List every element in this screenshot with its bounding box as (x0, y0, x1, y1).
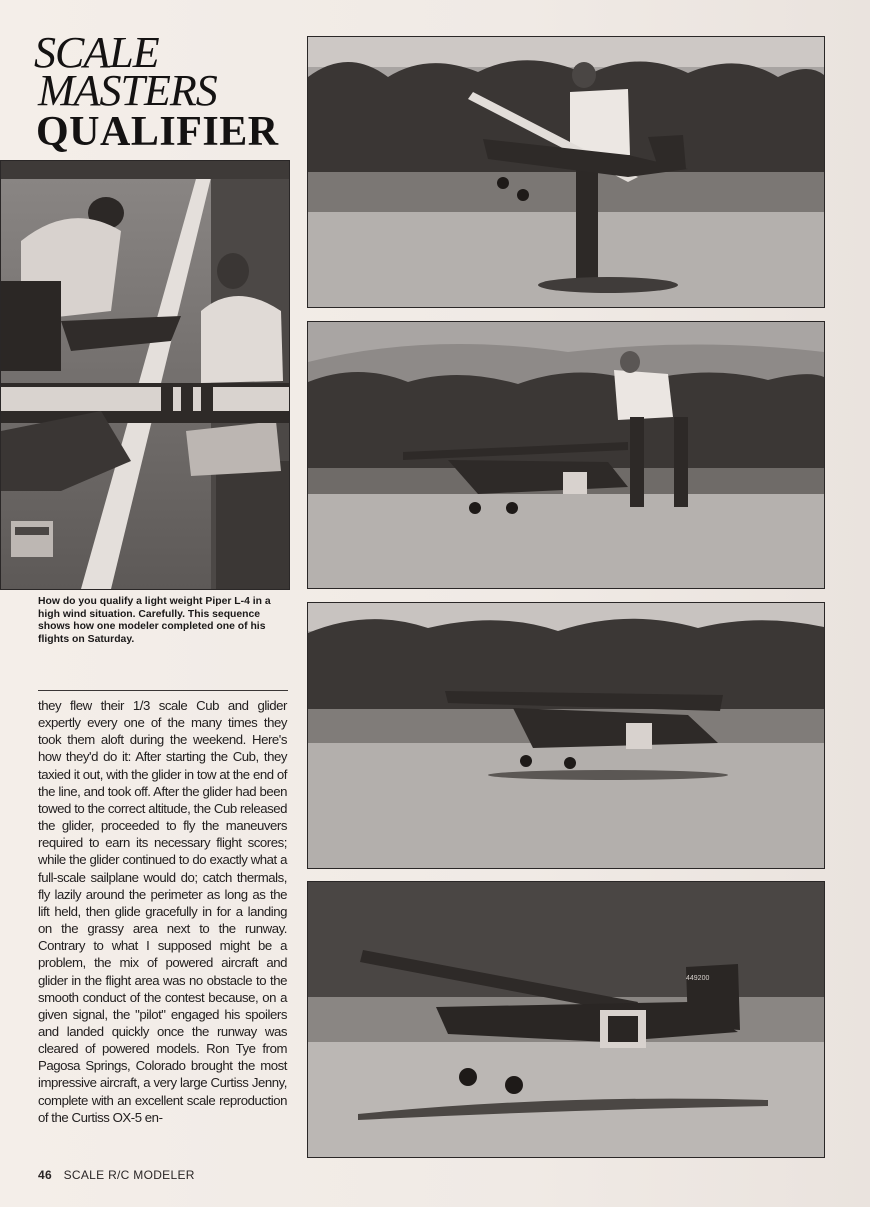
photo-takeoff (307, 602, 825, 869)
article-title (34, 28, 304, 155)
photo-ground-release (307, 321, 825, 589)
tail-number: 449200 (686, 975, 710, 982)
title-line-masters: MASTERS (38, 66, 217, 115)
magazine-name: SCALE R/C MODELER (63, 1168, 195, 1182)
title-line-qualifier: QUALIFIER (36, 109, 279, 155)
article-body: they flew their 1/3 scale Cub and glider expertly every one of the many times they took them aloft during the weekend. Here's how they'd do it: After starting the Cub, they taxied it out, with the glider in tow at the end of the line, and took off. After the glider had been towed to the correct altitude, the Cub released the glider, proceeded to fly the maneuvers required to earn its necessary flight scores; while the glider continued to do exactly what a full-scale sailplane would do; catch thermals, fly lazily around the perimeter as long as the lift held, then glide gracefully in for a landing on the grassy area next to the runway. Contrary to what I supposed might be a problem, the mix of powered aircraft and glider in the flight area was no obstacle to the smooth conduct of the contest because, on a given signal, the "pilot" engaged his spoilers and landed quickly once the runway was cleared of powered models. Ron Tye from Pagosa Springs, Colorado brought the most impressive aircraft, a very large Curtiss Jenny, complete with an excellent scale reproduction of the Curtiss OX-5 en- (38, 698, 287, 1125)
left-photo-image (1, 161, 289, 589)
photo-takeoff-image (308, 603, 824, 868)
page-footer (38, 1168, 195, 1182)
title-line-scale: SCALE (34, 28, 159, 77)
left-photo (0, 160, 290, 590)
divider-rule (38, 690, 288, 691)
photo-caption: How do you qualify a light weight Piper L-4 in a high wind situation. Carefully. This sequence shows how one modeler completed one of his flights on Saturday. (38, 596, 271, 645)
page-number: 46 (38, 1168, 52, 1182)
photo-landing-closeup-image (308, 882, 824, 1157)
photo-landing-closeup (307, 881, 825, 1158)
photo-ground-release-image (308, 322, 824, 588)
photo-hand-launch-image (308, 37, 824, 307)
photo-hand-launch (307, 36, 825, 308)
